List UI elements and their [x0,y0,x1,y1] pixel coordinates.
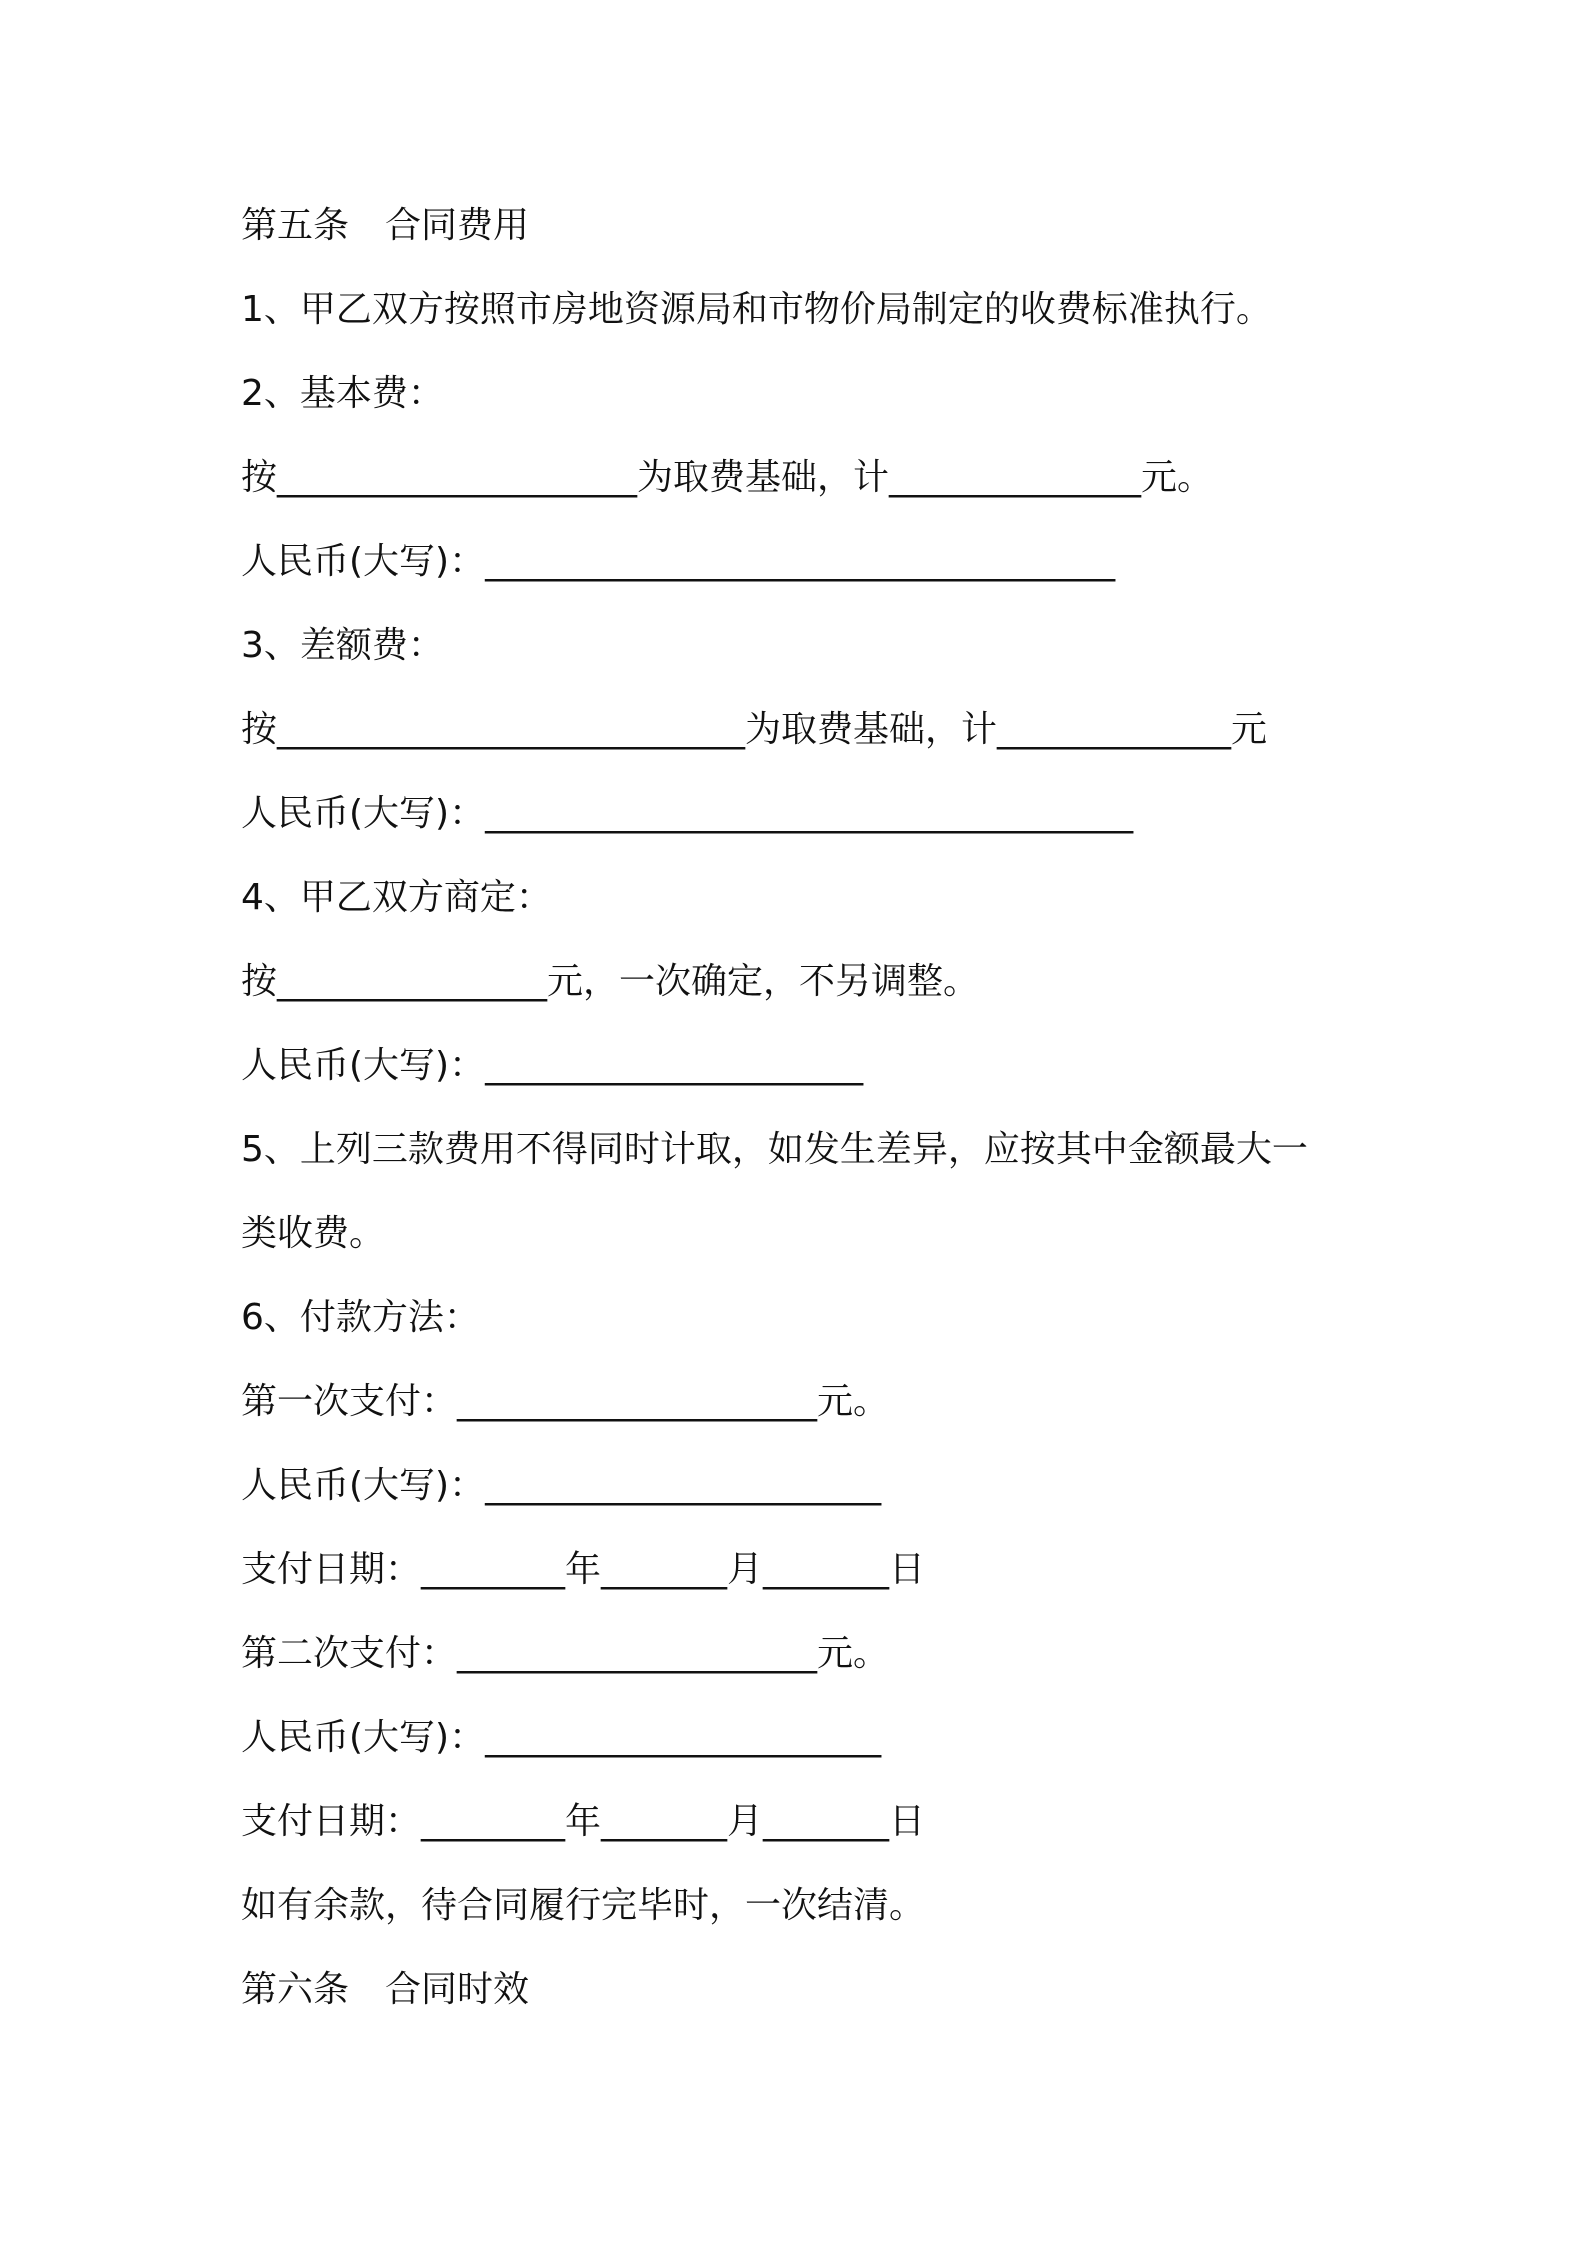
agreed-fee-rmb-line: 人民币(大写)：_____________________ [241,1045,864,1086]
first-payment-date-line: 支付日期：________年_______月_______日 [241,1549,926,1590]
clause-3-heading: 3、差额费： [241,625,444,666]
agreed-fee-line: 按_______________元，一次确定，不另调整。 [241,961,980,1002]
article-5-heading: 第五条 合同费用 [241,205,530,246]
clause-4-heading: 4、甲乙双方商定： [241,877,552,918]
clause-2-heading: 2、基本费： [241,373,444,414]
second-payment-date-line: 支付日期：________年_______月_______日 [241,1801,926,1842]
first-payment-rmb-line: 人民币(大写)：______________________ [241,1465,882,1506]
difference-fee-rmb-line: 人民币(大写)：____________________________________ [241,793,1134,834]
article-6-heading: 第六条 合同时效 [241,1969,530,2010]
basic-fee-rmb-line: 人民币(大写)：___________________________________ [241,541,1116,582]
basic-fee-line: 按____________________为取费基础，计______________元。 [241,457,1214,498]
clause-5-text-line-2: 类收费。 [241,1213,386,1254]
second-payment-line: 第二次支付：____________________元。 [241,1633,890,1674]
first-payment-line: 第一次支付：____________________元。 [241,1381,890,1422]
difference-fee-line: 按__________________________为取费基础，计_____________元 [241,709,1268,750]
clause-6-heading: 6、付款方法： [241,1297,480,1338]
clause-1-text: 1、甲乙双方按照市房地资源局和市物价局制定的收费标准执行。 [241,289,1272,330]
second-payment-rmb-line: 人民币(大写)：______________________ [241,1717,882,1758]
clause-5-text-line-1: 5、上列三款费用不得同时计取，如发生差异，应按其中金额最大一 [241,1129,1308,1170]
balance-settlement-line: 如有余款，待合同履行完毕时，一次结清。 [241,1885,926,1926]
